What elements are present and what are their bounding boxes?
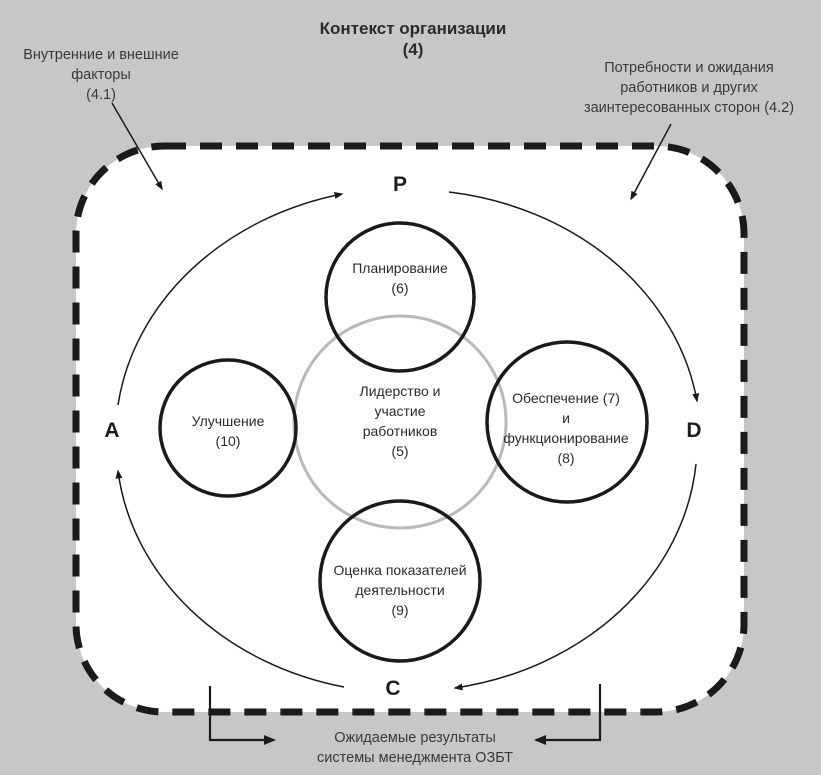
title-line-2: (4): [402, 40, 424, 59]
title-line-1: Контекст организации: [319, 19, 507, 38]
planning-circle-label: Планирование (6): [352, 260, 448, 296]
annotation-intended-outcomes: Ожидаемые результаты системы менеджмента ОЗБТ: [317, 730, 513, 766]
diagram-title: [320, 18, 507, 60]
cycle-letter-plan: P: [392, 173, 408, 196]
annotation-needs-expectations: Потребности и ожидания работников и других заинтересованных сторон (4.2): [583, 60, 795, 116]
cycle-letter-check: C: [385, 677, 401, 700]
annotation-internal-external-factors: Внутренние и внешние факторы (4.1): [23, 47, 179, 103]
support-operation-circle-label: Обеспечение (7) и функционирование (8): [503, 390, 629, 466]
improvement-circle-label: Улучшение (10): [191, 413, 265, 449]
cycle-letter-act: A: [104, 419, 120, 442]
performance-evaluation-circle-label: Оценка показателей деятельности (9): [333, 562, 467, 618]
cycle-letter-do: D: [686, 419, 702, 442]
leadership-circle-label: Лидерство и участие работников (5): [359, 383, 441, 459]
